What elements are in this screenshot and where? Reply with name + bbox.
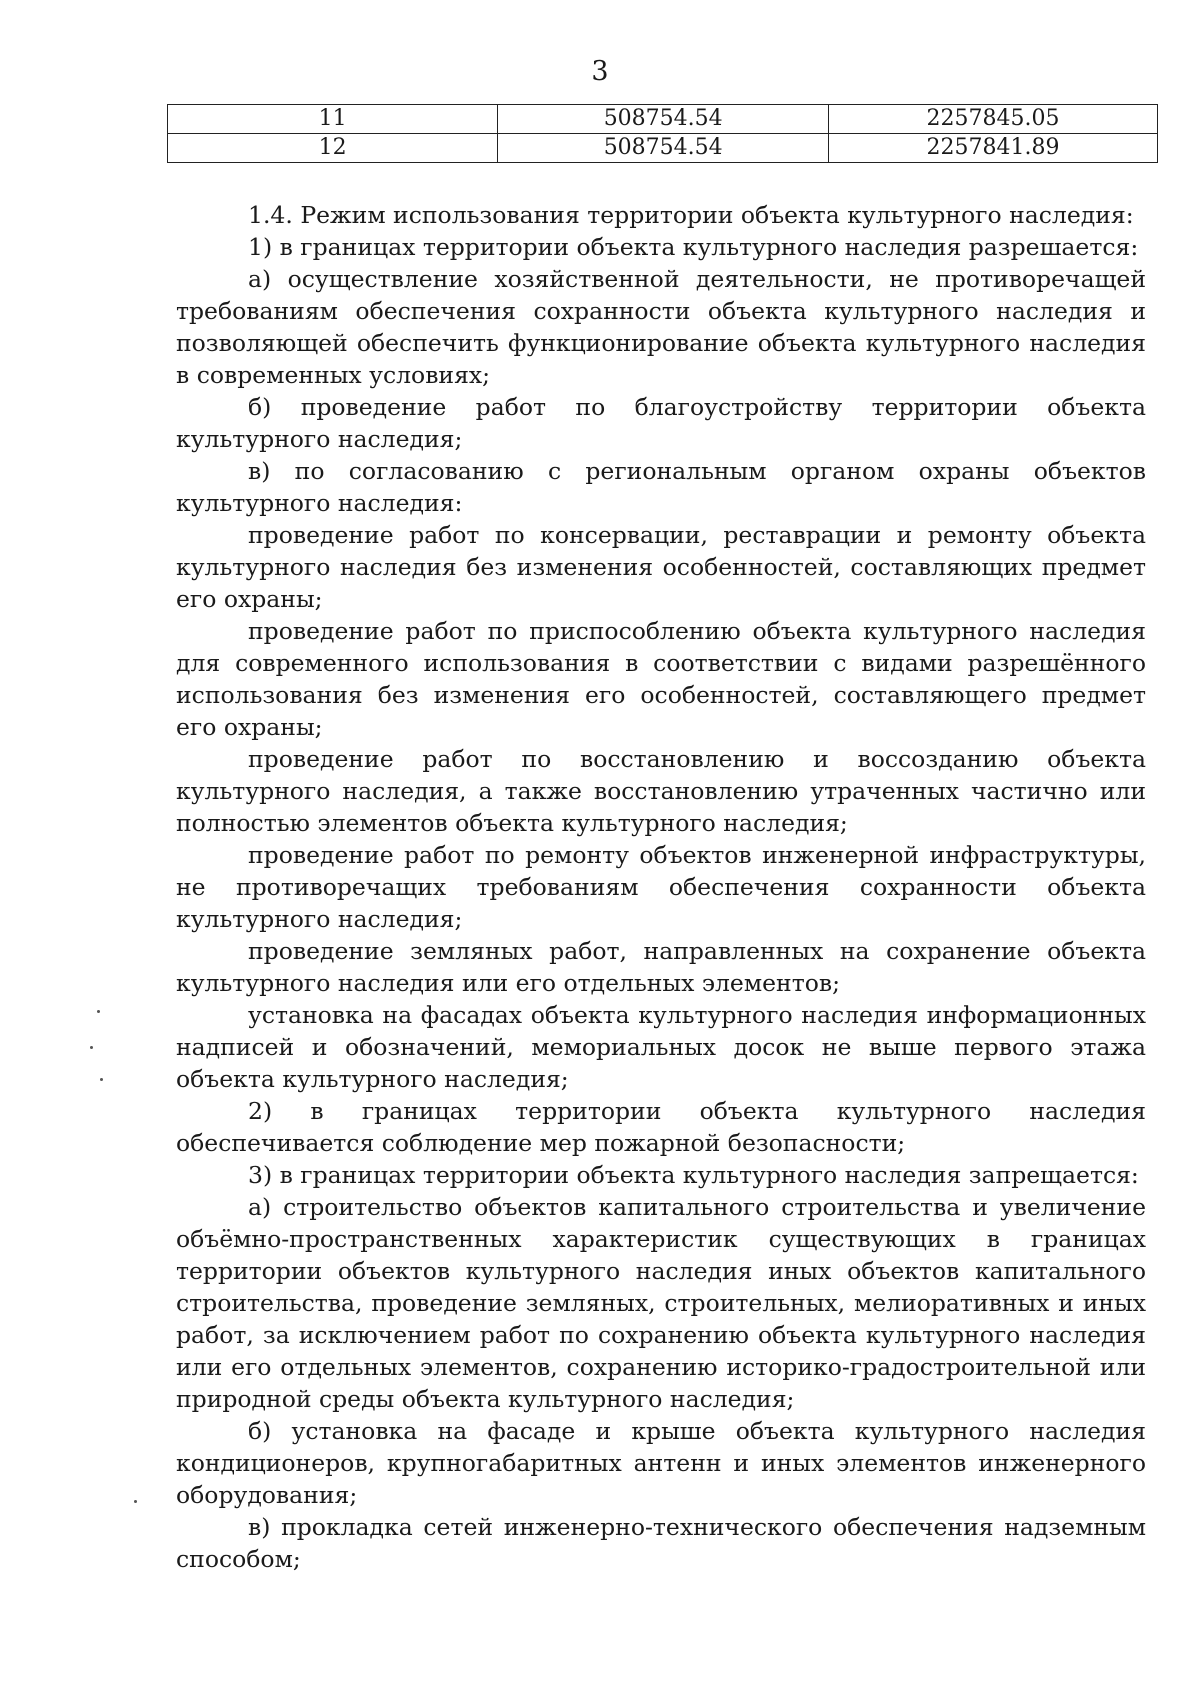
scan-speck xyxy=(97,1010,100,1013)
paragraph: в) прокладка сетей инженерно-технического обеспечения надземным способом; xyxy=(176,1513,1146,1573)
paragraph: 2) в границах территории объекта культурного наследия обеспечивается соблюдение мер пожарной безопасности; xyxy=(176,1097,1146,1157)
coordinates-table xyxy=(167,104,1158,163)
paragraph: 1.4. Режим использования территории объекта культурного наследия: xyxy=(248,201,1134,229)
table-cell-x: 508754.54 xyxy=(498,105,829,134)
scan-speck xyxy=(100,1078,103,1081)
paragraph: б) установка на фасаде и крыше объекта культурного наследия кондиционеров, крупногабаритных антенн и иных элементов инженерного оборудования; xyxy=(176,1417,1146,1509)
paragraph: б) проведение работ по благоустройству территории объекта культурного наследия; xyxy=(176,393,1146,453)
paragraph: а) строительство объектов капитального строительства и увеличение объёмно-пространственных характеристик существующих в границах территории объектов культурного наследия иных объектов капитального строительства, проведение земляных, строительных, мелиоративных и иных работ, за исключением работ по сохранению объекта культурного наследия или его отдельных элементов, сохранению историко-градостроительной или природной среды объекта культурного наследия; xyxy=(176,1193,1146,1413)
paragraph: 3) в границах территории объекта культурного наследия запрещается: xyxy=(248,1161,1139,1189)
paragraph: проведение работ по консервации, реставрации и ремонту объекта культурного наследия без изменения особенностей, составляющих предмет его охраны; xyxy=(176,521,1146,613)
scan-speck xyxy=(134,1500,137,1503)
paragraph: проведение работ по восстановлению и воссозданию объекта культурного наследия, а также восстановлению утраченных частично или полностью элементов объекта культурного наследия; xyxy=(176,745,1146,837)
paragraph: проведение работ по приспособлению объекта культурного наследия для современного использования в соответствии с видами разрешённого использования без изменения его особенностей, составляющего предмет его охраны; xyxy=(176,617,1146,741)
page-number: 3 xyxy=(591,56,609,87)
table-row xyxy=(168,134,1158,163)
paragraph: в) по согласованию с региональным органом охраны объектов культурного наследия: xyxy=(176,457,1146,517)
paragraph: проведение работ по ремонту объектов инженерной инфраструктуры, не противоречащих требованиям обеспечения сохранности объекта культурного наследия; xyxy=(176,841,1146,933)
paragraph: установка на фасадах объекта культурного наследия информационных надписей и обозначений, мемориальных досок не выше первого этажа объекта культурного наследия; xyxy=(176,1001,1146,1093)
paragraph: 1) в границах территории объекта культурного наследия разрешается: xyxy=(248,233,1139,261)
table-cell-x: 508754.54 xyxy=(498,134,829,163)
paragraph: а) осуществление хозяйственной деятельности, не противоречащей требованиям обеспечения сохранности объекта культурного наследия и позволяющей обеспечить функционирование объекта культурного наследия в современных условиях; xyxy=(176,265,1146,389)
document-body xyxy=(176,199,1146,1575)
scan-speck xyxy=(90,1046,93,1049)
table-cell-point: 11 xyxy=(168,105,498,134)
table-row xyxy=(168,105,1158,134)
paragraph: проведение земляных работ, направленных на сохранение объекта культурного наследия или его отдельных элементов; xyxy=(176,937,1146,997)
table-cell-y: 2257845.05 xyxy=(829,105,1158,134)
table-cell-point: 12 xyxy=(168,134,498,163)
table-cell-y: 2257841.89 xyxy=(829,134,1158,163)
